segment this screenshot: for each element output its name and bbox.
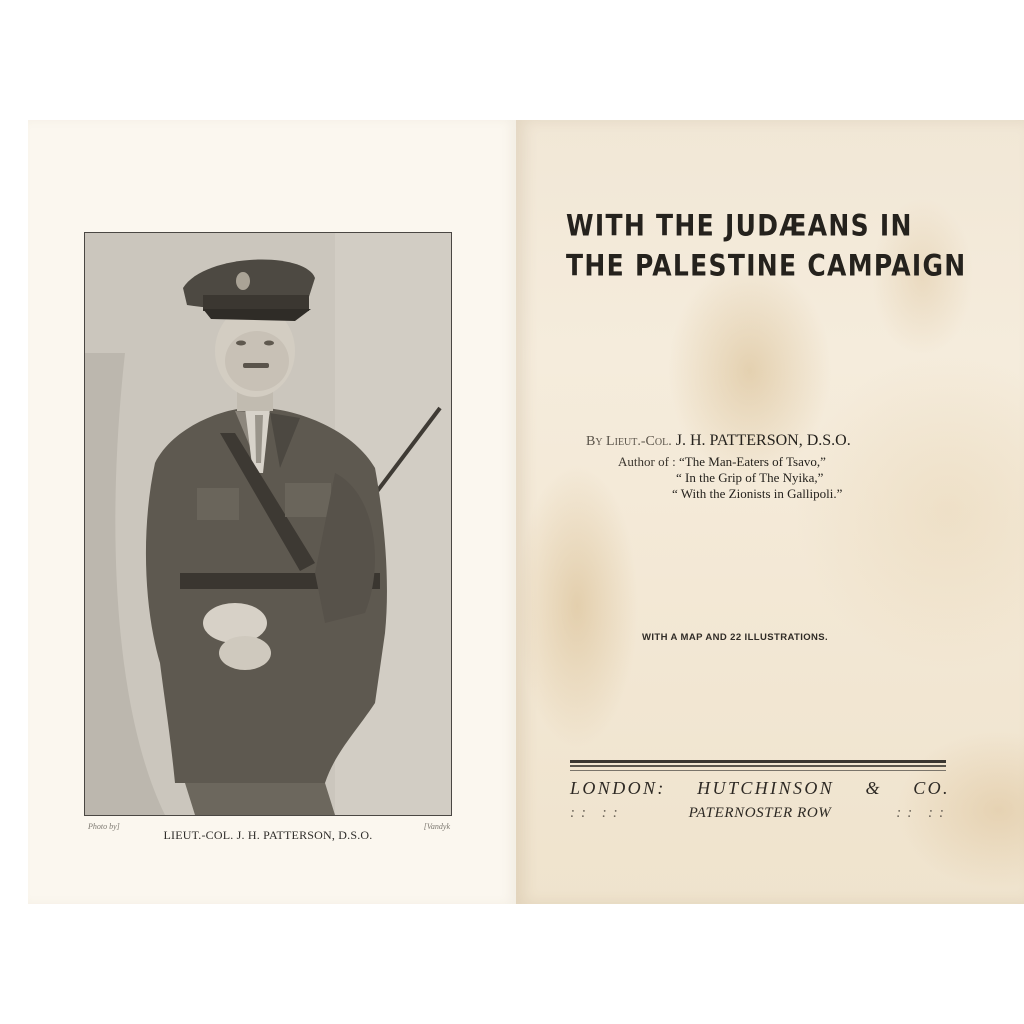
publisher-address: PATERNOSTER ROW <box>688 805 832 821</box>
divider-rule <box>570 770 946 771</box>
photo-credit-right: [Vandyk <box>423 822 450 831</box>
byline-prefix: By Lieut.-Col. <box>586 434 672 449</box>
frontispiece-caption <box>84 822 452 842</box>
title-line-1: WITH THE JUDÆANS IN <box>566 208 913 243</box>
ornament-colons-right: :: :: <box>896 805 950 821</box>
work-line-3 <box>618 486 986 502</box>
work-line-1 <box>618 454 986 470</box>
frontispiece-page <box>28 120 516 904</box>
author-of-label: Author of : <box>618 454 676 469</box>
publisher-city: LONDON: <box>570 778 666 798</box>
work-title: “ In the Grip of The Nyika,” <box>676 470 824 485</box>
author-block <box>586 432 986 502</box>
book-title <box>566 206 986 286</box>
portrait-illustration <box>85 233 451 815</box>
work-line-2 <box>618 470 986 486</box>
work-title: “ With the Zionists in Gallipoli.” <box>672 486 843 501</box>
title-page <box>516 120 1024 904</box>
title-line-2: THE PALESTINE CAMPAIGN <box>566 248 967 283</box>
author-name: J. H. PATTERSON, D.S.O. <box>675 432 851 449</box>
illustrations-note: WITH A MAP AND 22 ILLUSTRATIONS. <box>642 632 829 643</box>
divider-rule <box>570 760 946 763</box>
publisher-line-1 <box>570 778 950 799</box>
portrait-caption: LIEUT.-COL. J. H. PATTERSON, D.S.O. <box>163 828 373 842</box>
divider-rule <box>570 765 946 767</box>
publisher-ampersand: & <box>865 778 882 798</box>
officer-portrait-photo <box>84 232 452 816</box>
byline <box>586 432 986 450</box>
publisher-co: CO. <box>913 778 950 798</box>
publisher-imprint <box>570 778 950 822</box>
photo-credit-left: Photo by] <box>88 822 120 831</box>
publisher-name: HUTCHINSON <box>697 778 835 798</box>
work-title: “The Man-Eaters of Tsavo,” <box>679 454 826 469</box>
previous-works <box>618 454 986 502</box>
publisher-line-2 <box>570 805 950 822</box>
ornament-colons-left: :: :: <box>570 805 624 821</box>
